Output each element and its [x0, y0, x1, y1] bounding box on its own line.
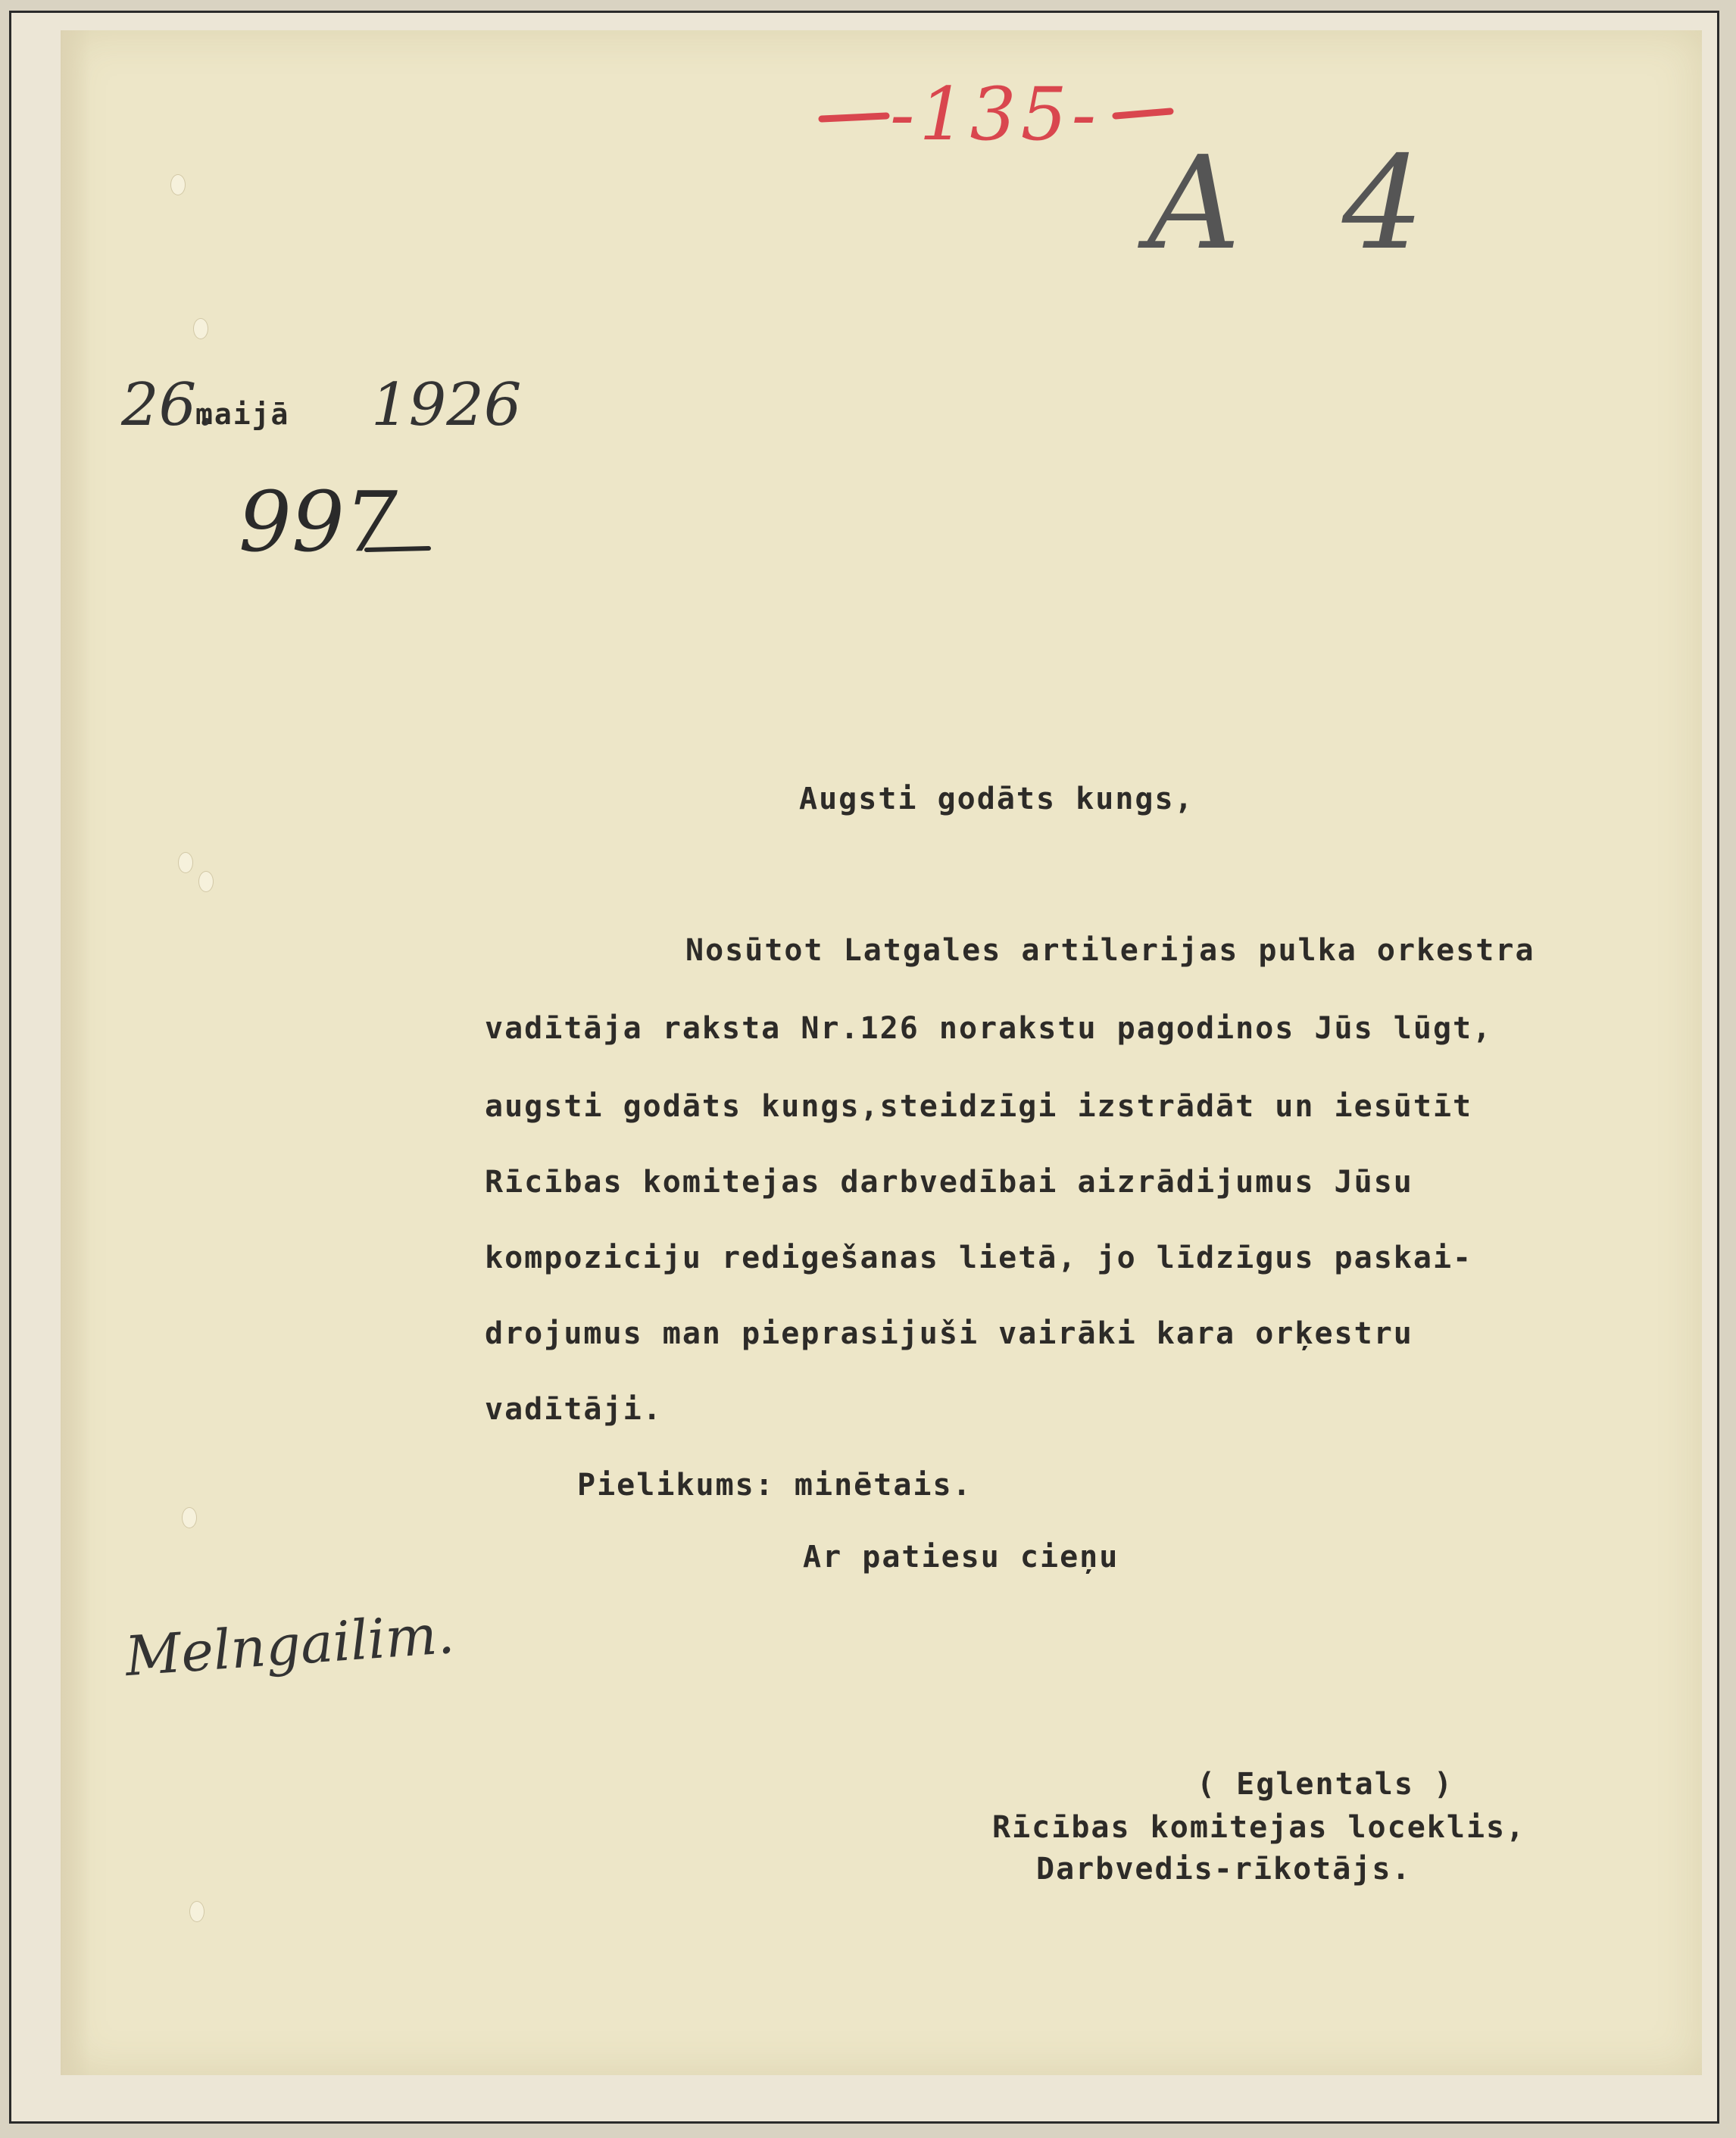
signature-name: ( Eglentals ): [1197, 1767, 1454, 1802]
body-line: vadītāji.: [485, 1392, 663, 1427]
body-line: Nosūtot Latgales artilerijas pulka orkestra: [685, 933, 1535, 968]
binding-hole: [189, 1901, 205, 1922]
signature-title-2: Darbvedis-rīkotājs.: [1036, 1852, 1412, 1887]
binding-hole: [182, 1507, 197, 1528]
attachment-note: Pielikums: minētais.: [577, 1468, 973, 1503]
body-line: drojumus man pieprasijuši vairāki kara orķestru: [485, 1316, 1413, 1351]
margin-note: Melngailim.: [123, 1601, 457, 1689]
document-page: [61, 30, 1702, 2075]
salutation: Augsti godāts kungs,: [799, 782, 1194, 816]
page-number-text: -135-: [890, 72, 1101, 157]
body-line: kompoziciju redigešanas lietā, jo līdzīgus paskai-: [485, 1241, 1473, 1275]
date-year: 1926: [371, 371, 522, 439]
binding-hole: [198, 871, 214, 892]
registration-underline: [364, 530, 432, 553]
binding-hole: [170, 174, 186, 195]
closing: Ar patiesu cieņu: [803, 1540, 1119, 1575]
signature-title-1: Rīcības komitejas loceklis,: [992, 1810, 1526, 1845]
date-month: maijā: [195, 398, 290, 431]
registration-number: 997: [239, 473, 398, 570]
body-line: vadītāja raksta Nr.126 norakstu pagodinos Jūs lūgt,: [485, 1011, 1493, 1046]
date-day: 26.: [121, 371, 216, 439]
page-number-red: [814, 72, 1178, 163]
binding-hole: [193, 318, 208, 339]
page-binding-edge: [61, 30, 91, 2075]
binding-hole: [178, 852, 193, 873]
body-line: Rīcības komitejas darbvedībai aizrādijumus Jūsu: [485, 1165, 1413, 1200]
archive-mark: A 4: [1147, 129, 1454, 279]
body-line: augsti godāts kungs,steidzīgi izstrādāt un iesūtīt: [485, 1089, 1473, 1124]
